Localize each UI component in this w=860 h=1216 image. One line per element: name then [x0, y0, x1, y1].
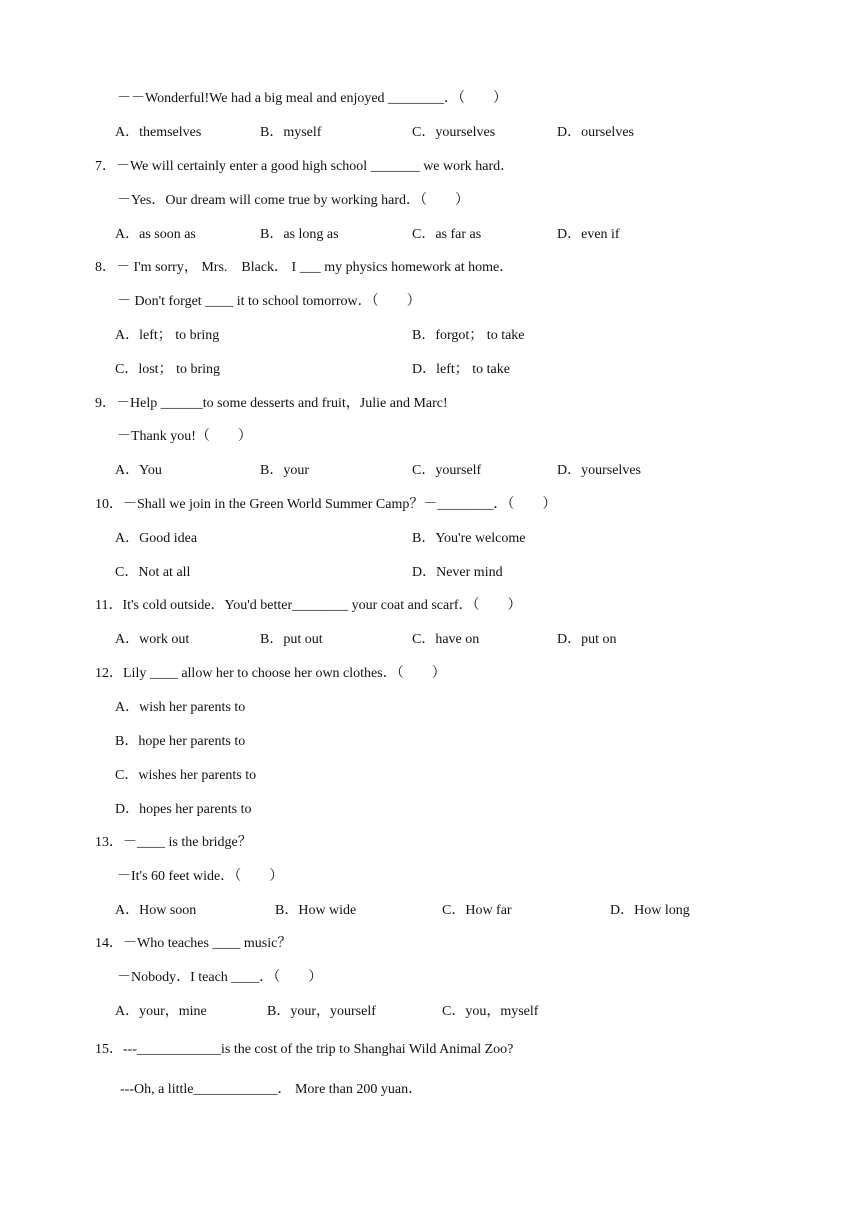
q12-option-c: C．wishes her parents to — [115, 768, 257, 783]
q10-stem: 10．－Shall we join in the Green World Summer Camp？－________．（ ） — [95, 497, 557, 512]
q10-option-b: B．You're welcome — [412, 531, 526, 546]
q7-reply: －Yes．Our dream will come true by working hard．（ ） — [117, 193, 470, 208]
q9-stem: 9．－Help ______to some desserts and fruit，Julie and Marc! — [95, 396, 448, 411]
q7-option-c: C．as far as — [412, 227, 482, 242]
q13-stem: 13．－____ is the bridge？ — [95, 835, 252, 850]
q7-option-b: B．as long as — [260, 227, 339, 242]
q8-option-a: A．left； to bring — [115, 328, 220, 343]
q12-option-a: A．wish her parents to — [115, 700, 246, 715]
q6-option-a: A．themselves — [115, 125, 202, 140]
q6-reply: －－Wonderful!We had a big meal and enjoyed ________．（ ） — [117, 91, 508, 106]
q8-option-d: D．left； to take — [412, 362, 510, 377]
q14-option-a: A．your，mine — [115, 1004, 207, 1019]
q10-option-c: C．Not at all — [115, 565, 191, 580]
q6-option-b: B．myself — [260, 125, 322, 140]
q8-option-c: C．lost； to bring — [115, 362, 221, 377]
q14-stem: 14．－Who teaches ____ music？ — [95, 936, 292, 951]
q15-reply: ---Oh, a little____________． More than 200 yuan． — [120, 1082, 423, 1097]
q10-option-a: A．Good idea — [115, 531, 198, 546]
q9-option-d: D．yourselves — [557, 463, 641, 478]
q13-option-c: C．How far — [442, 903, 512, 918]
q10-option-d: D．Never mind — [412, 565, 503, 580]
q11-option-b: B．put out — [260, 632, 323, 647]
q13-option-b: B．How wide — [275, 903, 357, 918]
q12-stem: 12．Lily ____ allow her to choose her own clothes．（ ） — [95, 666, 446, 681]
q7-option-d: D．even if — [557, 227, 620, 242]
q14-option-b: B．your，yourself — [267, 1004, 376, 1019]
q7-option-a: A．as soon as — [115, 227, 196, 242]
q11-stem: 11．It's cold outside．You'd better________ your coat and scarf．（ ） — [95, 598, 522, 613]
q9-reply: －Thank you!（ ） — [117, 429, 252, 444]
q13-reply: －It's 60 feet wide．（ ） — [117, 869, 284, 884]
q11-option-d: D．put on — [557, 632, 617, 647]
q13-option-a: A．How soon — [115, 903, 197, 918]
q6-option-c: C．yourselves — [412, 125, 496, 140]
q14-option-c: C．you，myself — [442, 1004, 539, 1019]
q15-stem: 15．---____________is the cost of the trip to Shanghai Wild Animal Zoo? — [95, 1042, 514, 1057]
q8-reply: － Don't forget ____ it to school tomorrow．（ ） — [117, 294, 421, 309]
q9-option-a: A．You — [115, 463, 162, 478]
q9-option-c: C．yourself — [412, 463, 482, 478]
q11-option-c: C．have on — [412, 632, 480, 647]
q13-option-d: D．How long — [610, 903, 690, 918]
q12-option-b: B．hope her parents to — [115, 734, 246, 749]
q8-option-b: B．forgot； to take — [412, 328, 525, 343]
q12-option-d: D．hopes her parents to — [115, 802, 252, 817]
q6-option-d: D．ourselves — [557, 125, 634, 140]
q11-option-a: A．work out — [115, 632, 190, 647]
q8-stem: 8．－ I'm sorry， Mrs. Black． I ___ my physics homework at home． — [95, 260, 514, 275]
q7-stem: 7．－We will certainly enter a good high school _______ we work hard． — [95, 159, 515, 174]
q14-reply: －Nobody．I teach ____．（ ） — [117, 970, 323, 985]
q9-option-b: B．your — [260, 463, 309, 478]
